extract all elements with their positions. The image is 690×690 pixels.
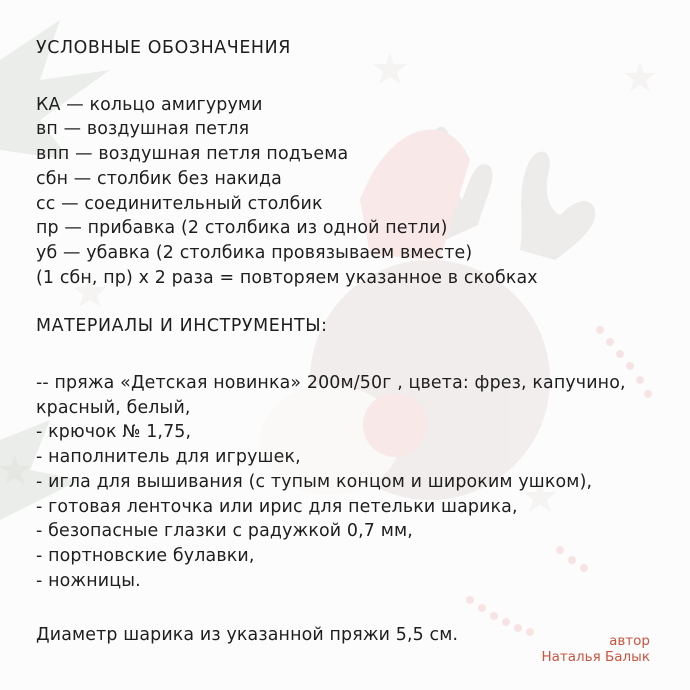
materials-item: красный, белый, [36, 397, 191, 418]
legend-item: (1 сбн, пр) х 2 раза = повторяем указанное в скобках [36, 267, 538, 288]
materials-item: - готовая ленточка или ирис для петельки шарика, [36, 496, 518, 517]
legend-item: сс — соединительный столбик [36, 193, 323, 214]
materials-heading: МАТЕРИАЛЫ И ИНСТРУМЕНТЫ: [36, 316, 328, 337]
legend-item: вп — воздушная петля [36, 119, 250, 140]
materials-item: - игла для вышивания (с тупым концом и широким ушком), [36, 471, 593, 492]
materials-item: - крючок № 1,75, [36, 422, 192, 443]
materials-item: -- пряжа «Детская новинка» 200м/50г , цвета: фрез, капучино, [36, 373, 626, 394]
legend-list [36, 93, 686, 291]
author-credit [541, 633, 650, 665]
legend-item: уб — убавка (2 столбика провязываем вместе) [36, 242, 473, 263]
legend-item: КА — кольцо амигуруми [36, 94, 263, 115]
author-label: автор [609, 633, 650, 649]
content [36, 36, 686, 648]
author-name: Наталья Балык [541, 649, 650, 665]
legend-item: впп — воздушная петля подъема [36, 144, 349, 165]
materials-item: - безопасные глазки с радужкой 0,7 мм, [36, 521, 413, 542]
legend-item: сбн — столбик без накида [36, 168, 282, 189]
materials-list [36, 371, 686, 593]
materials-item: - наполнитель для игрушек, [36, 447, 301, 468]
materials-item: - ножницы. [36, 570, 141, 591]
legend-heading: УСЛОВНЫЕ ОБОЗНАЧЕНИЯ [36, 38, 291, 58]
legend-item: пр — прибавка (2 столбика из одной петли) [36, 218, 448, 239]
diameter-note: Диаметр шарика из указанной пряжи 5,5 см. [36, 625, 459, 646]
materials-item: - портновские булавки, [36, 545, 255, 566]
